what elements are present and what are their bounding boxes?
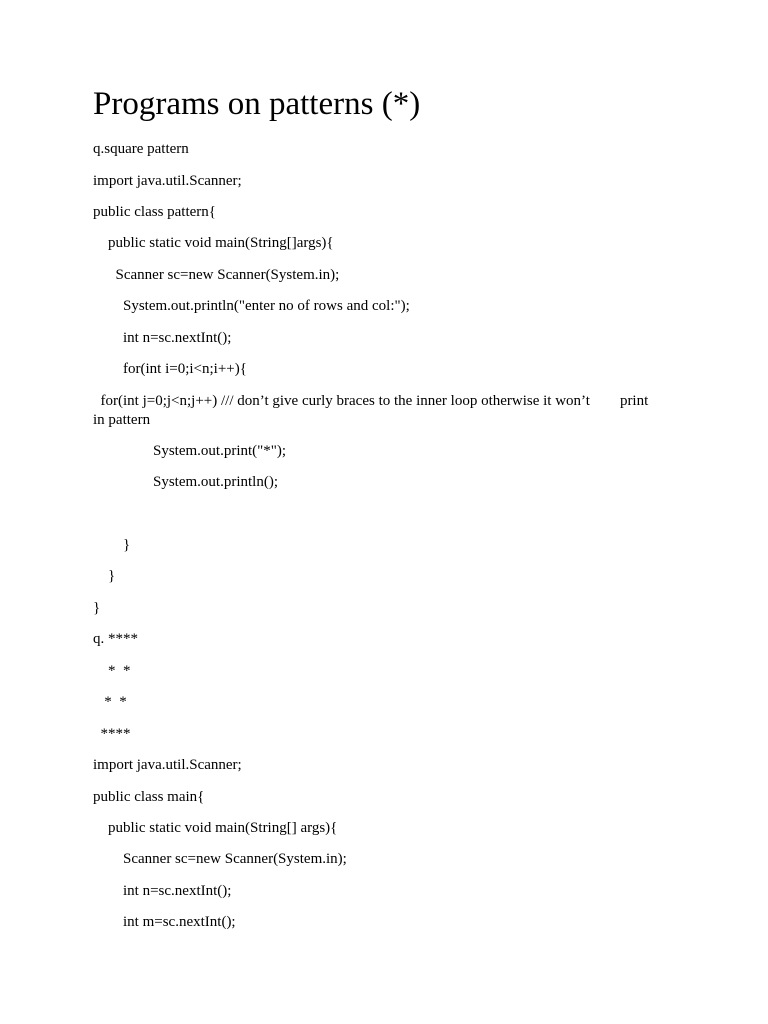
- code-line: System.out.println();: [93, 474, 278, 490]
- code-line: for(int i=0;i<n;i++){: [93, 361, 247, 377]
- code-line: }: [93, 568, 116, 584]
- pattern-line: ****: [93, 726, 131, 742]
- code-line: import java.util.Scanner;: [93, 757, 242, 773]
- code-comment-block: [93, 392, 673, 430]
- pattern-line: * *: [93, 694, 127, 710]
- code-line: int m=sc.nextInt();: [93, 914, 236, 930]
- code-line: }: [93, 600, 101, 616]
- code-line: System.out.println("enter no of rows and col:");: [93, 298, 410, 314]
- code-line: public class pattern{: [93, 204, 216, 220]
- code-line: int n=sc.nextInt();: [93, 330, 232, 346]
- document-title: Programs on patterns (*): [93, 86, 421, 122]
- code-line: public class main{: [93, 789, 205, 805]
- code-line: public static void main(String[] args){: [93, 820, 338, 836]
- pattern-line: * *: [93, 663, 131, 679]
- code-line: int n=sc.nextInt();: [93, 883, 232, 899]
- code-line: import java.util.Scanner;: [93, 173, 242, 189]
- code-line-continuation: in pattern: [93, 412, 151, 428]
- code-line: for(int j=0;j<n;j++) /// don’t give curly braces to the inner loop otherwise it won’t print: [93, 393, 649, 409]
- code-line: Scanner sc=new Scanner(System.in);: [93, 851, 347, 867]
- code-line: Scanner sc=new Scanner(System.in);: [93, 267, 340, 283]
- code-line: }: [93, 537, 131, 553]
- text-line-question-1: q.square pattern: [93, 141, 189, 157]
- code-line: public static void main(String[]args){: [93, 235, 334, 251]
- text-line-question-2: q. ****: [93, 631, 138, 647]
- code-line: System.out.print("*");: [93, 443, 287, 459]
